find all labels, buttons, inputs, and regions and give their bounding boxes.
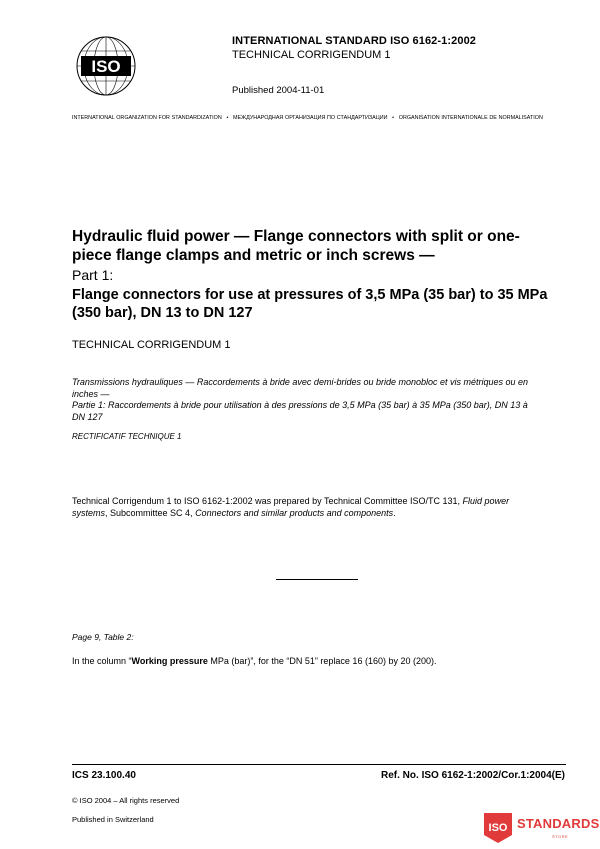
copyright: © ISO 2004 – All rights reserved [72, 796, 180, 805]
preparation-paragraph [72, 495, 542, 519]
org-name-ru: МЕЖДУНАРОДНАЯ ОРГАНИЗАЦИЯ ПО СТАНДАРТИЗАЦИИ [233, 115, 388, 121]
text-run: , Subcommittee SC 4, [105, 508, 196, 518]
committee-name: Fluid power systems [72, 496, 510, 518]
text-run: MPa (bar)”, for the “DN 51” replace 16 (160) by 20 (200). [207, 656, 437, 666]
text-run: In the column “ [72, 656, 132, 666]
subcommittee-name: Connectors and similar products and components [195, 508, 394, 518]
part-label: Part 1: [72, 267, 114, 283]
french-title [72, 377, 542, 423]
part-title: Flange connectors for use at pressures of 3,5 MPa (35 bar) to 35 MPa (350 bar), DN 13 to DN 127 [72, 287, 548, 321]
published-date: Published 2004-11-01 [232, 85, 325, 96]
svg-text:ISO: ISO [91, 57, 121, 76]
standards-store-logo [482, 811, 600, 845]
section-divider [276, 579, 358, 580]
corrigendum-label: TECHNICAL CORRIGENDUM 1 [232, 49, 391, 61]
reference-number: Ref. No. ISO 6162-1:2002/Cor.1:2004(E) [381, 770, 565, 781]
footer-rule [72, 764, 566, 765]
store-name: STANDARDS [517, 816, 600, 831]
text-run: . [393, 508, 396, 518]
iso-logo-icon [75, 35, 137, 97]
organization-names [72, 115, 543, 121]
rectificatif-label: RECTIFICATIF TECHNIQUE 1 [72, 432, 182, 441]
standard-title: INTERNATIONAL STANDARD ISO 6162-1:2002 [232, 35, 477, 47]
published-in: Published in Switzerland [72, 815, 154, 824]
svg-text:ISO: ISO [488, 822, 508, 834]
column-name: Working pressure [131, 656, 208, 666]
document-title: Hydraulic fluid power — Flange connectors with split or one-piece flange clamps and metric or inch screws — [72, 228, 520, 264]
org-name-en: INTERNATIONAL ORGANIZATION FOR STANDARDIZATION [72, 115, 222, 121]
store-badge-icon [482, 813, 514, 843]
technical-corrigendum: TECHNICAL CORRIGENDUM 1 [72, 339, 231, 351]
text-run: Technical Corrigendum 1 to ISO 6162-1:2002 was prepared by Technical Committee ISO/TC 131, [72, 496, 463, 506]
org-separator: • [226, 115, 229, 121]
page-reference: Page 9, Table 2: [72, 632, 134, 642]
french-part-line: Partie 1: Raccordements à bride pour utilisation à des pressions de 3,5 MPa (35 bar) à 35 MPa (350 bar), DN 13 à DN 127 [72, 400, 528, 422]
org-separator: • [392, 115, 395, 121]
store-subtitle: STORE [552, 834, 569, 839]
org-name-fr: ORGANISATION INTERNATIONALE DE NORMALISATION [398, 115, 543, 121]
french-title-line: Transmissions hydrauliques — Raccordements à bride avec demi-brides ou bride monobloc et vis métriques ou en inches — [72, 377, 529, 399]
ics-code: ICS 23.100.40 [72, 770, 136, 781]
iso-logo [75, 35, 137, 97]
correction-instruction [72, 656, 437, 666]
